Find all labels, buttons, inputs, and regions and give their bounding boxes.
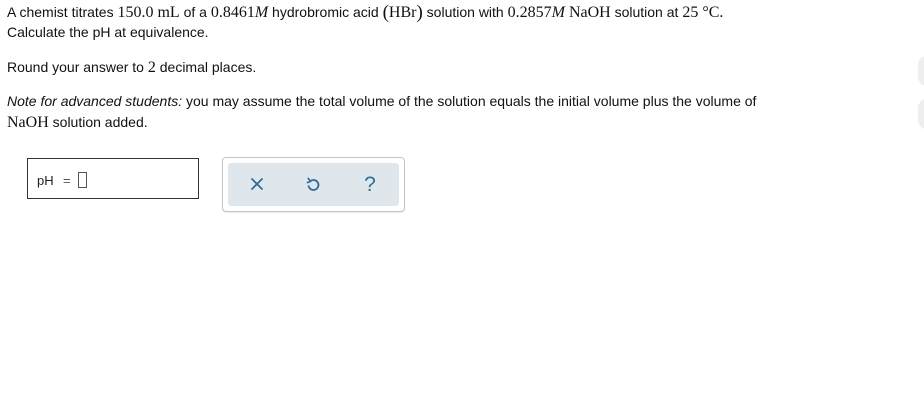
rounding-text: decimal places. <box>155 59 257 75</box>
note-text: solution added. <box>48 114 148 130</box>
molarity-unit: M <box>254 4 269 21</box>
volume-value: 150.0 <box>117 4 154 21</box>
equals-sign: = <box>63 173 71 188</box>
note-label: Note for advanced students: <box>7 93 183 109</box>
base-concentration: 0.2857 <box>507 4 552 21</box>
answer-box <box>27 158 199 199</box>
rounding-instruction <box>7 57 256 78</box>
side-tab[interactable] <box>918 99 924 129</box>
help-button[interactable] <box>355 169 385 199</box>
formula-paren-close: ) <box>416 2 423 23</box>
base-formula: NaOH <box>7 114 49 131</box>
note-line-1 <box>7 91 756 111</box>
note-line-2 <box>7 112 148 133</box>
close-icon <box>250 177 264 191</box>
question-text: solution with <box>422 4 508 20</box>
ph-answer-input[interactable] <box>78 172 87 188</box>
ph-label: pH <box>37 173 54 188</box>
question-period: . <box>719 4 724 21</box>
question-line-1 <box>7 2 723 23</box>
question-line-2: Calculate the pH at equivalence. <box>7 24 209 40</box>
base-formula: NaOH <box>568 4 611 21</box>
decimal-places: 2 <box>147 59 156 76</box>
question-text: A chemist titrates <box>7 4 118 20</box>
note-text: you may assume the total volume of the solution equals the initial volume plus the volume of <box>182 93 757 109</box>
question-text: hydrobromic acid <box>268 4 383 20</box>
acid-formula: HBr <box>388 4 417 21</box>
question-text: of a <box>179 4 211 20</box>
help-icon: ? <box>364 172 376 196</box>
acid-concentration: 0.8461 <box>210 4 255 21</box>
volume-unit: mL <box>157 4 180 21</box>
molarity-unit: M <box>551 4 565 21</box>
temperature-value: 25 °C <box>682 4 720 21</box>
undo-button[interactable] <box>298 169 328 199</box>
rounding-text: Round your answer to <box>7 59 148 75</box>
undo-icon <box>305 175 321 193</box>
answer-tools-panel <box>222 157 405 212</box>
side-tab[interactable] <box>918 56 924 86</box>
tools-background <box>228 163 399 206</box>
clear-button[interactable] <box>242 169 272 199</box>
formula-paren-open: ( <box>382 2 389 23</box>
question-text: solution at <box>610 4 683 20</box>
